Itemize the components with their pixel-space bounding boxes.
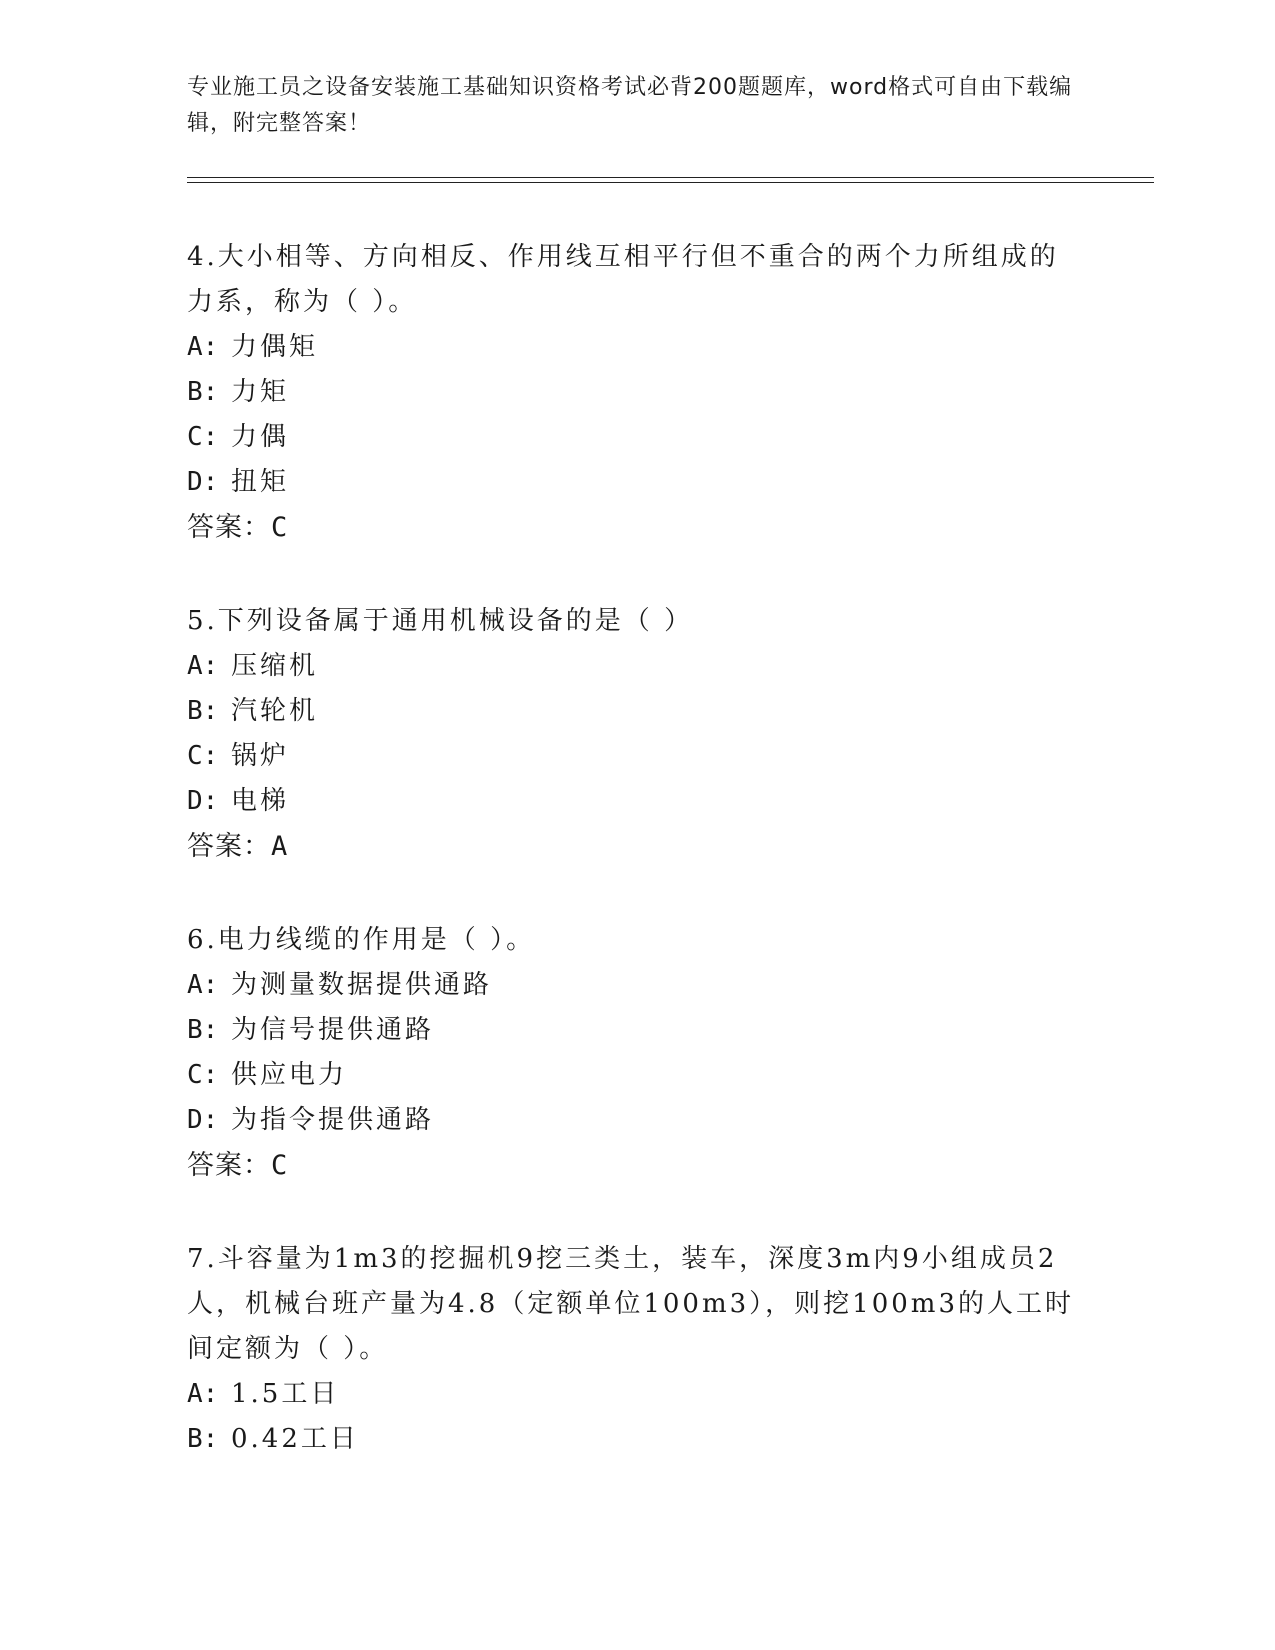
option-letter: D: xyxy=(187,467,219,497)
answer-label: 答案： xyxy=(187,1150,271,1181)
option-d xyxy=(187,1098,1087,1143)
option-text: 力偶 xyxy=(231,422,290,452)
option-letter: C: xyxy=(187,1060,219,1090)
header-rule-bottom xyxy=(187,182,1154,183)
option-text: 供应电力 xyxy=(231,1060,348,1090)
option-a xyxy=(187,1372,1087,1417)
option-text: 压缩机 xyxy=(231,651,319,681)
option-text: 为测量数据提供通路 xyxy=(231,970,493,1000)
answer-label: 答案： xyxy=(187,831,271,862)
option-b xyxy=(187,1417,1087,1462)
option-a xyxy=(187,963,1087,1008)
question-4 xyxy=(187,235,1087,551)
option-text: 为指令提供通路 xyxy=(231,1105,435,1135)
option-a xyxy=(187,325,1087,370)
option-c xyxy=(187,734,1087,779)
option-text: 0.42工日 xyxy=(231,1424,359,1454)
document-header xyxy=(187,70,1087,142)
header-text: 专业施工员之设备安装施工基础知识资格考试必背200题题库，word格式可自由下载编辑，附完整答案！ xyxy=(187,75,1073,136)
option-text: 电梯 xyxy=(231,786,290,816)
answer-value: C xyxy=(271,512,289,543)
answer-label: 答案： xyxy=(187,512,271,543)
option-letter: A: xyxy=(187,651,219,681)
option-b xyxy=(187,370,1087,415)
option-letter: C: xyxy=(187,741,219,771)
option-letter: B: xyxy=(187,1015,219,1045)
question-text: 5.下列设备属于通用机械设备的是（ ） xyxy=(187,606,694,636)
option-letter: B: xyxy=(187,377,219,407)
question-list xyxy=(187,235,1087,1510)
option-letter: D: xyxy=(187,1105,219,1135)
question-text: 7.斗容量为1m3的挖掘机9挖三类土，装车，深度3m内9小组成员2人，机械台班产量为4.8（定额单位100m3），则挖100m3的人工时间定额为（ ）。 xyxy=(187,1244,1074,1364)
option-c xyxy=(187,415,1087,460)
option-a xyxy=(187,644,1087,689)
option-text: 力偶矩 xyxy=(231,332,319,362)
answer-line xyxy=(187,1143,1087,1189)
question-7 xyxy=(187,1237,1087,1462)
option-text: 锅炉 xyxy=(231,741,290,771)
option-text: 为信号提供通路 xyxy=(231,1015,435,1045)
option-d xyxy=(187,779,1087,824)
option-letter: A: xyxy=(187,970,219,1000)
option-text: 力矩 xyxy=(231,377,290,407)
question-5 xyxy=(187,599,1087,870)
answer-value: A xyxy=(271,831,289,862)
question-text: 4.大小相等、方向相反、作用线互相平行但不重合的两个力所组成的力系，称为（ ）。 xyxy=(187,242,1059,317)
option-b xyxy=(187,689,1087,734)
option-letter: A: xyxy=(187,332,219,362)
question-text: 6.电力线缆的作用是（ ）。 xyxy=(187,925,536,955)
option-text: 1.5工日 xyxy=(231,1379,340,1409)
answer-line xyxy=(187,505,1087,551)
option-text: 扭矩 xyxy=(231,467,290,497)
question-6 xyxy=(187,918,1087,1189)
option-d xyxy=(187,460,1087,505)
option-c xyxy=(187,1053,1087,1098)
option-b xyxy=(187,1008,1087,1053)
option-letter: A: xyxy=(187,1379,219,1409)
option-letter: B: xyxy=(187,696,219,726)
option-letter: D: xyxy=(187,786,219,816)
option-text: 汽轮机 xyxy=(231,696,319,726)
option-letter: C: xyxy=(187,422,219,452)
answer-line xyxy=(187,824,1087,870)
answer-value: C xyxy=(271,1150,289,1181)
option-letter: B: xyxy=(187,1424,219,1454)
header-rule-top xyxy=(187,177,1154,178)
